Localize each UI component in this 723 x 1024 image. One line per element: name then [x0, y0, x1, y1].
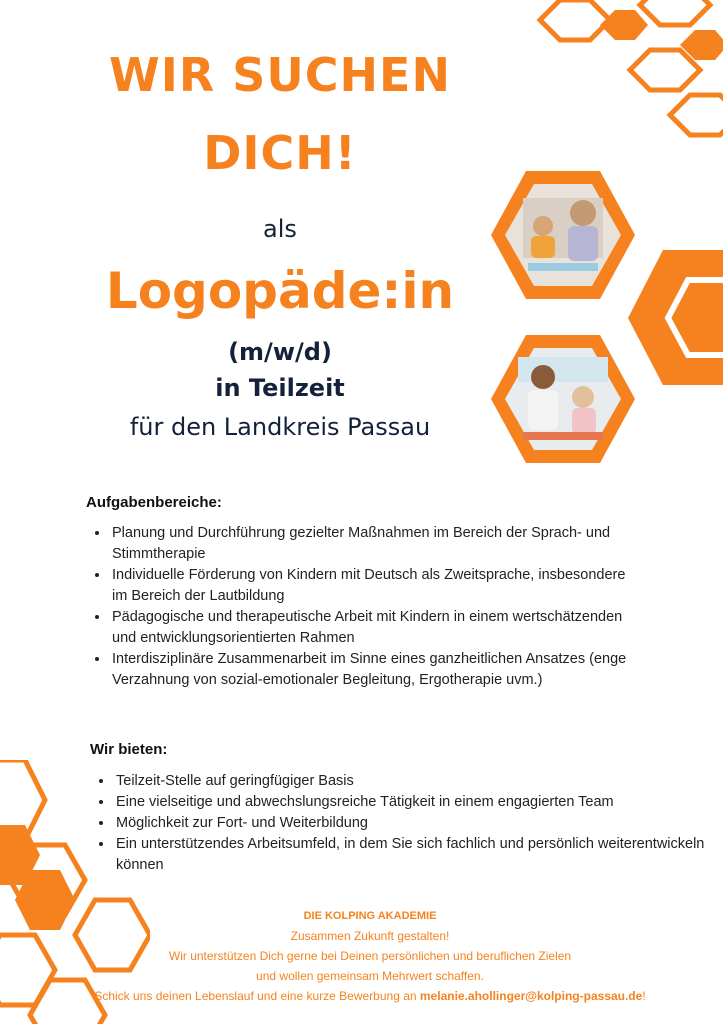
list-item: • Eine vielseitige und abwechslungsreiche Tätigkeit in einem engagierten Team: [114, 792, 714, 813]
footer: [60, 906, 680, 1006]
footer-cta-suffix: !: [642, 989, 646, 1003]
right-edge-hexagon-decoration: [628, 250, 723, 385]
employment-type: in Teilzeit: [215, 374, 345, 402]
list-item: • Möglichkeit zur Fort- und Weiterbildung: [114, 813, 714, 834]
list-item: • Pädagogische und therapeutische Arbeit mit Kindern in einem wertschätzenden und entwicklungsorientierten Rahmen: [110, 607, 630, 649]
tasks-list: [90, 523, 630, 691]
headline-line-1: WIR SUCHEN: [109, 48, 451, 102]
list-item: • Teilzeit-Stelle auf geringfügiger Basis: [114, 771, 714, 792]
footer-line-2: und wollen gemeinsam Mehrwert schaffen.: [256, 969, 484, 983]
footer-cta: [60, 986, 680, 1006]
list-item: • Planung und Durchführung gezielter Maßnahmen im Bereich der Sprach- und Stimmtherapie: [110, 523, 630, 565]
gender-note: (m/w/d): [228, 338, 332, 366]
list-item: • Individuelle Förderung von Kindern mit Deutsch als Zweitsprache, insbesondere im Bereich der Lautbildung: [110, 565, 630, 607]
job-role-title: Logopäde:in: [105, 262, 455, 320]
footer-slogan: Zusammen Zukunft gestalten!: [290, 929, 450, 943]
offer-section-title: Wir bieten:: [90, 741, 168, 758]
footer-cta-prefix: Schick uns deinen Lebenslauf und eine kurze Bewerbung an: [94, 989, 420, 1003]
offer-list: [94, 771, 714, 876]
list-item: • Ein unterstützendes Arbeitsumfeld, in dem Sie sich fachlich und persönlich weiterentwickeln können: [114, 834, 714, 876]
headline-line-2: DICH!: [203, 126, 357, 180]
job-region: für den Landkreis Passau: [129, 413, 431, 441]
list-item: • Interdisziplinäre Zusammenarbeit im Sinne eines ganzheitlichen Ansatzes (enge Verzahnung von sozial-emotionaler Begleitung, Ergotherapie uvm.): [110, 649, 630, 691]
als-label: als: [263, 215, 297, 243]
footer-line-1: Wir unterstützen Dich gerne bei Deinen persönlichen und beruflichen Zielen: [168, 949, 572, 963]
organization-name: DIE KOLPING AKADEMIE: [303, 910, 437, 922]
tasks-section-title: Aufgabenbereiche:: [86, 494, 222, 511]
contact-email-link[interactable]: melanie.ahollinger@kolping-passau.de: [419, 989, 643, 1003]
